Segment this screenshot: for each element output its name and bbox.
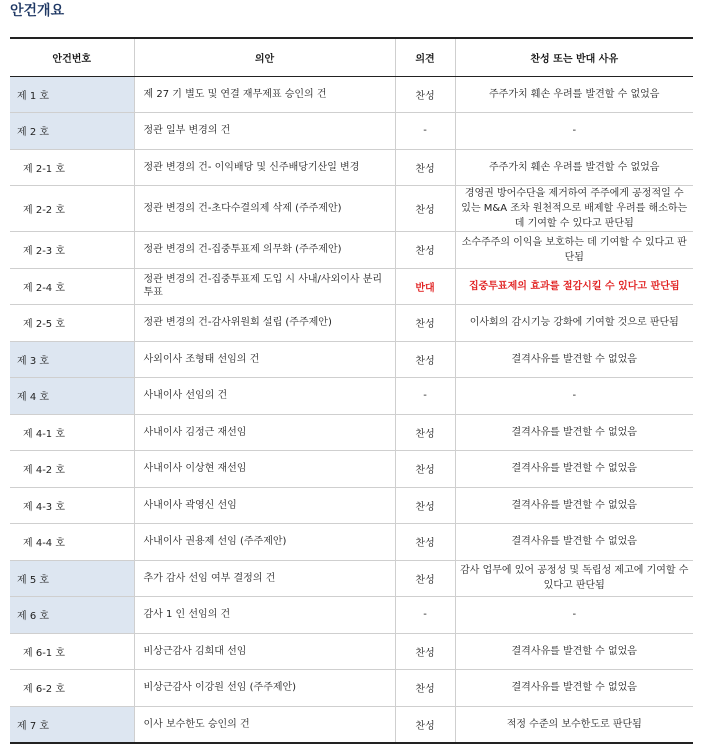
table-row: [10, 706, 693, 743]
opinion-cell: -: [395, 597, 455, 634]
table-row: [10, 670, 693, 707]
reason-cell: 집중투표제의 효과를 절감시킬 수 있다고 판단됨: [455, 268, 693, 305]
agenda-title-cell: 사내이사 김정근 재선임: [134, 414, 395, 451]
agenda-number-cell: 제 2-4 호: [10, 268, 134, 305]
reason-cell: 소수주주의 이익을 보호하는 데 기여할 수 있다고 판단됨: [455, 232, 693, 269]
table-row: [10, 186, 693, 232]
table-row: [10, 232, 693, 269]
reason-cell: 주주가치 훼손 우려를 발견할 수 없었음: [455, 149, 693, 186]
agenda-number-cell: 제 5 호: [10, 560, 134, 597]
agenda-number-cell: 제 4 호: [10, 378, 134, 415]
agenda-title-cell: 사내이사 권용제 선임 (주주제안): [134, 524, 395, 561]
reason-cell: 감사 업무에 있어 공정성 및 독립성 제고에 기여할 수 있다고 판단됨: [455, 560, 693, 597]
agenda-number-cell: 제 4-1 호: [10, 414, 134, 451]
agenda-number-cell: 제 6 호: [10, 597, 134, 634]
agenda-number-cell: 제 2-3 호: [10, 232, 134, 269]
agenda-title-cell: 정관 일부 변경의 건: [134, 113, 395, 150]
agenda-title-cell: 정관 변경의 건-감사위원회 설립 (주주제안): [134, 305, 395, 342]
reason-cell: 결격사유를 발견할 수 없었음: [455, 451, 693, 488]
agenda-title-cell: 정관 변경의 건-초다수결의제 삭제 (주주제안): [134, 186, 395, 232]
table-row: [10, 451, 693, 488]
header-agenda: 의안: [134, 38, 395, 76]
agenda-title-cell: 사내이사 이상현 재선임: [134, 451, 395, 488]
opinion-cell: 찬성: [395, 232, 455, 269]
header-opinion: 의견: [395, 38, 455, 76]
header-reason: 찬성 또는 반대 사유: [455, 38, 693, 76]
table-header-row: [10, 38, 693, 76]
agenda-title-cell: 사외이사 조형태 선임의 건: [134, 341, 395, 378]
table-row: [10, 76, 693, 113]
agenda-title-cell: 이사 보수한도 승인의 건: [134, 706, 395, 743]
table-row: [10, 305, 693, 342]
opinion-cell: 찬성: [395, 149, 455, 186]
opinion-cell: 반대: [395, 268, 455, 305]
agenda-title-cell: 사내이사 선임의 건: [134, 378, 395, 415]
opinion-cell: 찬성: [395, 186, 455, 232]
table-row: [10, 149, 693, 186]
table-row: [10, 524, 693, 561]
reason-cell: 적정 수준의 보수한도로 판단됨: [455, 706, 693, 743]
agenda-title-cell: 감사 1 인 선임의 건: [134, 597, 395, 634]
opinion-cell: 찬성: [395, 76, 455, 113]
agenda-title-cell: 추가 감사 선임 여부 결정의 건: [134, 560, 395, 597]
opinion-cell: 찬성: [395, 524, 455, 561]
table-row: [10, 560, 693, 597]
opinion-cell: 찬성: [395, 341, 455, 378]
table-row: [10, 633, 693, 670]
table-row: [10, 414, 693, 451]
agenda-number-cell: 제 7 호: [10, 706, 134, 743]
reason-cell: 이사회의 감시기능 강화에 기여할 것으로 판단됨: [455, 305, 693, 342]
agenda-number-cell: 제 2 호: [10, 113, 134, 150]
agenda-title-cell: 사내이사 곽영신 선임: [134, 487, 395, 524]
reason-cell: 결격사유를 발견할 수 없었음: [455, 414, 693, 451]
table-row: [10, 268, 693, 305]
opinion-cell: 찬성: [395, 706, 455, 743]
reason-cell: 결격사유를 발견할 수 없었음: [455, 633, 693, 670]
reason-cell: 결격사유를 발견할 수 없었음: [455, 487, 693, 524]
reason-cell: -: [455, 597, 693, 634]
agenda-table: [10, 37, 693, 744]
opinion-cell: 찬성: [395, 451, 455, 488]
agenda-title-cell: 비상근감사 이강원 선임 (주주제안): [134, 670, 395, 707]
opinion-cell: 찬성: [395, 670, 455, 707]
reason-cell: 결격사유를 발견할 수 없었음: [455, 524, 693, 561]
reason-cell: 결격사유를 발견할 수 없었음: [455, 670, 693, 707]
agenda-number-cell: 제 2-2 호: [10, 186, 134, 232]
agenda-number-cell: 제 2-1 호: [10, 149, 134, 186]
agenda-number-cell: 제 4-2 호: [10, 451, 134, 488]
opinion-cell: 찬성: [395, 560, 455, 597]
opinion-cell: 찬성: [395, 487, 455, 524]
opinion-cell: 찬성: [395, 305, 455, 342]
agenda-title-cell: 정관 변경의 건-집중투표제 의무화 (주주제안): [134, 232, 395, 269]
opinion-cell: 찬성: [395, 414, 455, 451]
agenda-number-cell: 제 2-5 호: [10, 305, 134, 342]
table-row: [10, 113, 693, 150]
agenda-number-cell: 제 1 호: [10, 76, 134, 113]
header-agenda-number: 안건번호: [10, 38, 134, 76]
agenda-number-cell: 제 4-4 호: [10, 524, 134, 561]
agenda-number-cell: 제 4-3 호: [10, 487, 134, 524]
agenda-title-cell: 제 27 기 별도 및 연결 재무제표 승인의 건: [134, 76, 395, 113]
reason-cell: 결격사유를 발견할 수 없었음: [455, 341, 693, 378]
reason-cell: -: [455, 378, 693, 415]
table-row: [10, 597, 693, 634]
agenda-number-cell: 제 6-1 호: [10, 633, 134, 670]
table-row: [10, 341, 693, 378]
opinion-cell: -: [395, 378, 455, 415]
agenda-title-cell: 정관 변경의 건- 이익배당 및 신주배당기산일 변경: [134, 149, 395, 186]
page-title: 안건개요: [10, 3, 65, 19]
reason-cell: 경영권 방어수단을 제거하여 주주에게 공정적일 수 있는 M&A 조차 원천적으로 배제할 우려를 해소하는데 기여할 수 있다고 판단됨: [455, 186, 693, 232]
table-row: [10, 487, 693, 524]
agenda-number-cell: 제 6-2 호: [10, 670, 134, 707]
table-row: [10, 378, 693, 415]
opinion-cell: 찬성: [395, 633, 455, 670]
reason-cell: -: [455, 113, 693, 150]
opinion-cell: -: [395, 113, 455, 150]
agenda-number-cell: 제 3 호: [10, 341, 134, 378]
reason-cell: 주주가치 훼손 우려를 발견할 수 없었음: [455, 76, 693, 113]
agenda-title-cell: 비상근감사 김희대 선임: [134, 633, 395, 670]
agenda-title-cell: 정관 변경의 건-집중투표제 도입 시 사내/사외이사 분리투표: [134, 268, 395, 305]
